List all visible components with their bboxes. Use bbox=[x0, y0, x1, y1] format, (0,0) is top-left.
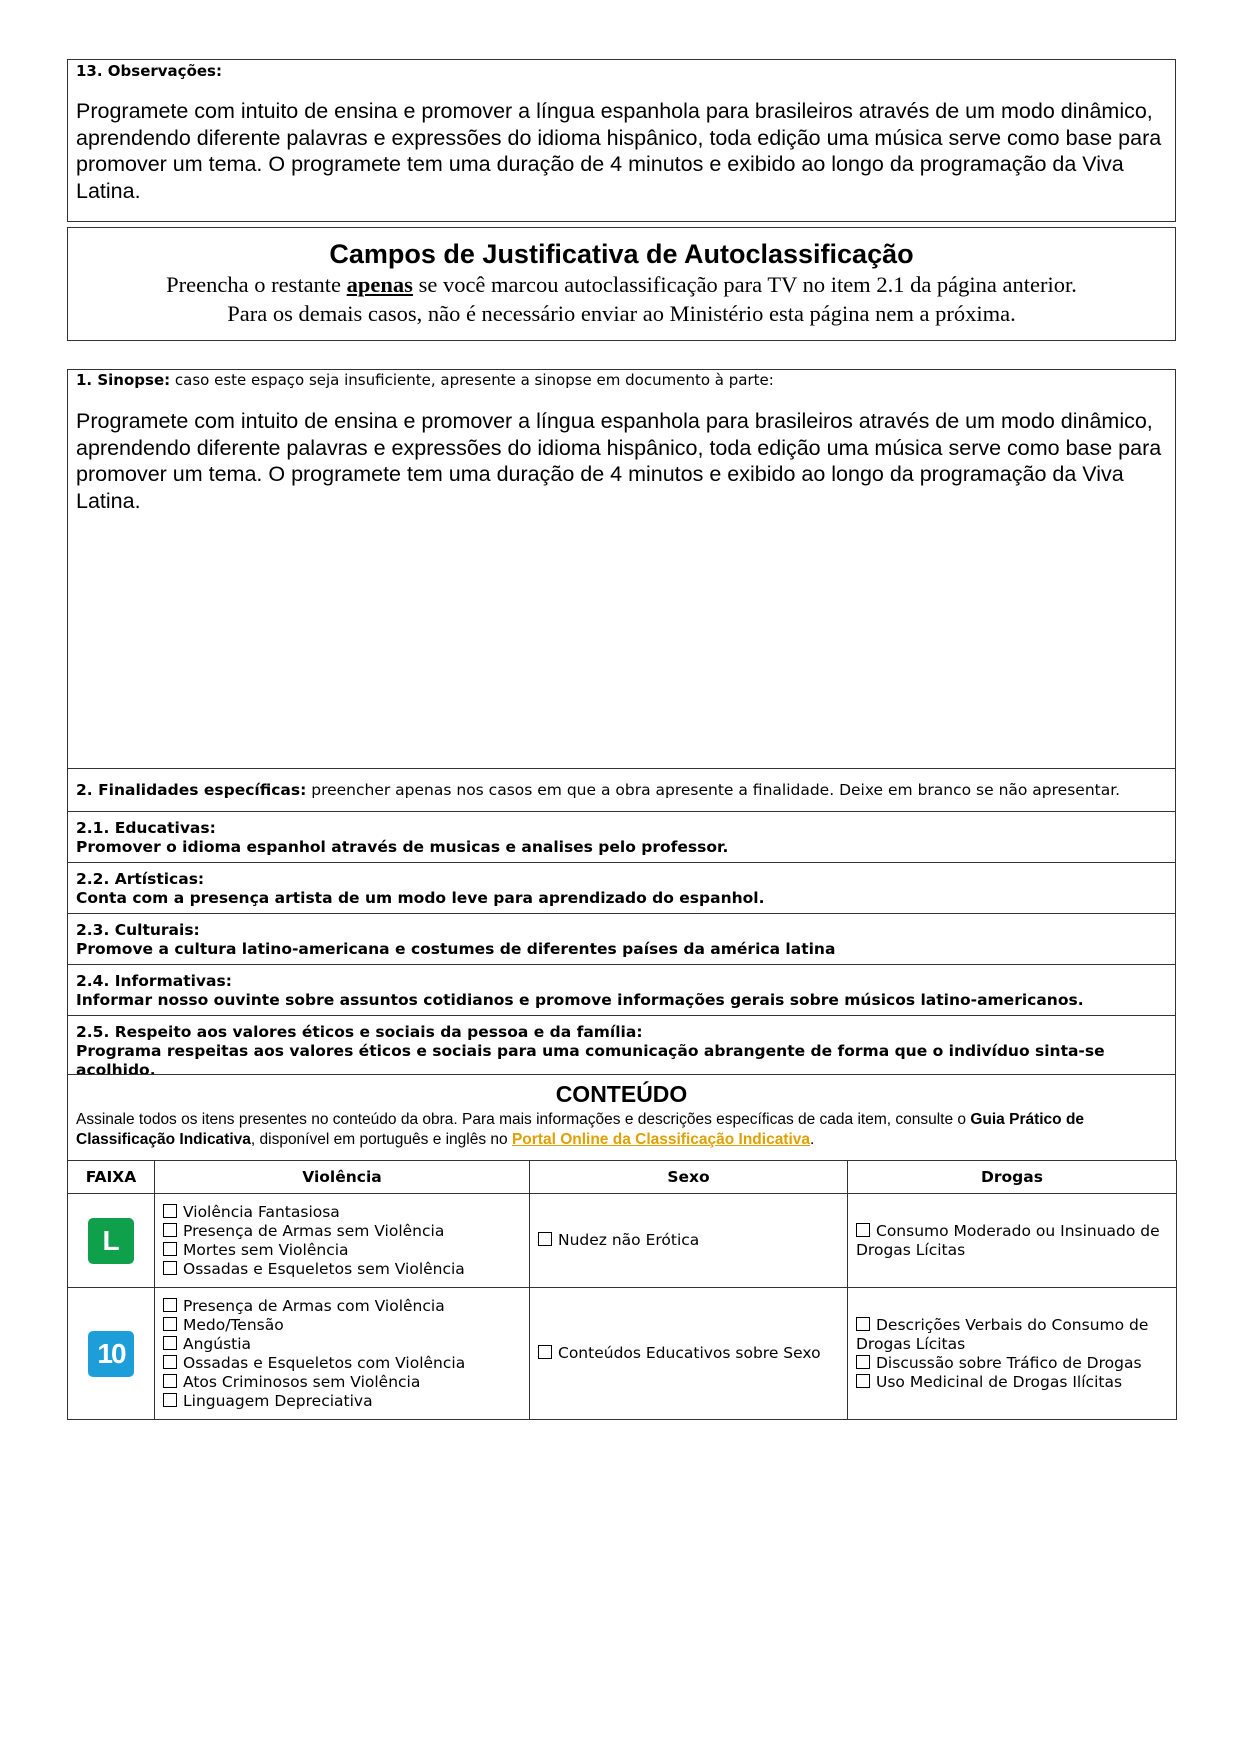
checkbox-label: Presença de Armas sem Violência bbox=[183, 1221, 445, 1240]
finalidade-value[interactable]: Informar nosso ouvinte sobre assuntos cotidianos e promove informações gerais sobre músicos latino-americanos. bbox=[76, 991, 1084, 1009]
checkbox-icon[interactable] bbox=[538, 1345, 552, 1359]
justificativa-box bbox=[67, 227, 1176, 341]
checkbox-label: Presença de Armas com Violência bbox=[183, 1296, 445, 1315]
finalidade-respeito[interactable] bbox=[67, 1015, 1176, 1079]
header-faixa: FAIXA bbox=[68, 1161, 155, 1194]
checkbox-item[interactable] bbox=[163, 1373, 521, 1392]
header-sexo: Sexo bbox=[530, 1161, 848, 1194]
header-drogas: Drogas bbox=[848, 1161, 1177, 1194]
checkbox-label: Atos Criminosos sem Violência bbox=[183, 1372, 421, 1391]
conteudo-text-end: . bbox=[810, 1131, 815, 1148]
checkbox-item[interactable] bbox=[856, 1373, 1168, 1392]
finalidade-value[interactable]: Programa respeitas aos valores éticos e sociais para uma comunicação abrangente de forma que o indivíduo sinta-se acolhido. bbox=[76, 1042, 1105, 1079]
sinopse-text[interactable]: Programete com intuito de ensina e promover a língua espanhola para brasileiros através de um modo dinâmico, aprendendo diferente palavras e expressões do idioma hispânico, toda edição uma música serve como base para promover um tema. O programete tem uma duração de 4 minutos e exibido ao longo da programação da Viva Latina. bbox=[76, 409, 1162, 513]
checkbox-label: Linguagem Depreciativa bbox=[183, 1391, 373, 1410]
checkbox-icon[interactable] bbox=[163, 1374, 177, 1388]
sexo-cell bbox=[530, 1288, 848, 1420]
conteudo-box bbox=[67, 1074, 1176, 1161]
checkbox-icon[interactable] bbox=[163, 1261, 177, 1275]
finalidade-informativas[interactable] bbox=[67, 964, 1176, 1016]
checkbox-label: Uso Medicinal de Drogas Ilícitas bbox=[876, 1372, 1123, 1391]
checkbox-label: Ossadas e Esqueletos com Violência bbox=[183, 1353, 466, 1372]
checkbox-icon[interactable] bbox=[163, 1393, 177, 1407]
sinopse-box[interactable] bbox=[67, 369, 1176, 769]
checkbox-icon[interactable] bbox=[856, 1223, 870, 1237]
finalidade-culturais[interactable] bbox=[67, 913, 1176, 965]
conteudo-title: CONTEÚDO bbox=[555, 1081, 688, 1107]
finalidade-artisticas[interactable] bbox=[67, 862, 1176, 914]
grid-header-row bbox=[68, 1161, 1177, 1194]
finalidades-label: 2. Finalidades específicas: bbox=[76, 781, 307, 799]
finalidades-header bbox=[67, 768, 1176, 812]
checkbox-item[interactable] bbox=[163, 1392, 521, 1411]
checkbox-label: Ossadas e Esqueletos sem Violência bbox=[183, 1259, 465, 1278]
guia-pratico-text: Guia Prático de Classificação Indicativa bbox=[76, 1111, 1085, 1148]
finalidade-value[interactable]: Conta com a presença artista de um modo leve para aprendizado do espanhol. bbox=[76, 889, 765, 907]
header-violencia: Violência bbox=[155, 1161, 530, 1194]
sinopse-label bbox=[76, 371, 1167, 408]
checkbox-label: Angústia bbox=[183, 1334, 252, 1353]
checkbox-label: Mortes sem Violência bbox=[183, 1240, 349, 1259]
checkbox-icon[interactable] bbox=[163, 1242, 177, 1256]
drogas-cell bbox=[848, 1288, 1177, 1420]
justificativa-line1-pre: Preencha o restante bbox=[166, 272, 347, 297]
checkbox-icon[interactable] bbox=[163, 1298, 177, 1312]
finalidade-title: 2.2. Artísticas: bbox=[76, 870, 205, 888]
checkbox-icon[interactable] bbox=[856, 1355, 870, 1369]
faixa-cell bbox=[68, 1194, 155, 1288]
checkbox-item[interactable] bbox=[856, 1316, 1168, 1354]
sexo-cell bbox=[530, 1194, 848, 1288]
rating-l-icon: L bbox=[88, 1218, 134, 1264]
checkbox-label: Consumo Moderado ou Insinuado de Drogas Lícitas bbox=[856, 1221, 1160, 1259]
sinopse-hint: caso este espaço seja insuficiente, apresente a sinopse em documento à parte: bbox=[170, 371, 774, 389]
checkbox-item[interactable] bbox=[163, 1297, 521, 1316]
checkbox-item[interactable] bbox=[163, 1222, 521, 1241]
violencia-cell bbox=[155, 1288, 530, 1420]
checkbox-icon[interactable] bbox=[856, 1374, 870, 1388]
checkbox-label: Descrições Verbais do Consumo de Drogas Lícitas bbox=[856, 1315, 1149, 1353]
conteudo-text-pre: Assinale todos os itens presentes no conteúdo da obra. Para mais informações e descrições específicas de cada item, consulte o bbox=[76, 1111, 971, 1128]
checkbox-icon[interactable] bbox=[163, 1317, 177, 1331]
justificativa-line1-bold: apenas bbox=[346, 272, 413, 297]
checkbox-label: Violência Fantasiosa bbox=[183, 1202, 340, 1221]
justificativa-line2: Para os demais casos, não é necessário enviar ao Ministério esta página nem a próxima. bbox=[227, 301, 1016, 326]
checkbox-icon[interactable] bbox=[163, 1204, 177, 1218]
checkbox-label: Nudez não Erótica bbox=[558, 1231, 700, 1249]
justificativa-line1-post: se você marcou autoclassificação para TV no item 2.1 da página anterior. bbox=[412, 272, 1077, 297]
checkbox-label: Conteúdos Educativos sobre Sexo bbox=[558, 1344, 821, 1362]
checkbox-item[interactable] bbox=[856, 1354, 1168, 1373]
observacoes-label: 13. Observações: bbox=[76, 62, 222, 80]
drogas-cell bbox=[848, 1194, 1177, 1288]
checkbox-item[interactable] bbox=[163, 1316, 521, 1335]
finalidade-title: 2.1. Educativas: bbox=[76, 819, 216, 837]
finalidade-title: 2.5. Respeito aos valores éticos e sociais da pessoa e da família: bbox=[76, 1023, 643, 1041]
checkbox-item[interactable] bbox=[163, 1260, 521, 1279]
violencia-cell bbox=[155, 1194, 530, 1288]
checkbox-icon[interactable] bbox=[163, 1336, 177, 1350]
conteudo-instructions bbox=[76, 1110, 1167, 1150]
checkbox-item[interactable] bbox=[856, 1222, 1168, 1260]
finalidade-value[interactable]: Promove a cultura latino-americana e costumes de diferentes países da américa latina bbox=[76, 940, 836, 958]
checkbox-icon[interactable] bbox=[163, 1223, 177, 1237]
checkbox-item[interactable] bbox=[538, 1344, 839, 1363]
justificativa-line1 bbox=[68, 270, 1175, 299]
finalidade-title: 2.4. Informativas: bbox=[76, 972, 232, 990]
checkbox-label: Medo/Tensão bbox=[183, 1315, 284, 1334]
portal-online-link[interactable]: Portal Online da Classificação Indicativa bbox=[511, 1131, 811, 1148]
checkbox-label: Discussão sobre Tráfico de Drogas bbox=[876, 1353, 1142, 1372]
checkbox-icon[interactable] bbox=[538, 1232, 552, 1246]
observacoes-box bbox=[67, 59, 1176, 222]
checkbox-item[interactable] bbox=[163, 1203, 521, 1222]
faixa-row-10 bbox=[68, 1288, 1177, 1420]
finalidade-educativas[interactable] bbox=[67, 811, 1176, 863]
finalidade-value[interactable]: Promover o idioma espanhol através de musicas e analises pelo professor. bbox=[76, 838, 729, 856]
conteudo-text-mid: , disponível em português e inglês no bbox=[250, 1131, 512, 1148]
finalidade-title: 2.3. Culturais: bbox=[76, 921, 200, 939]
rating-10-icon: 10 bbox=[88, 1331, 134, 1377]
checkbox-item[interactable] bbox=[163, 1354, 521, 1373]
observacoes-text: Programete com intuito de ensina e promover a língua espanhola para brasileiros através de um modo dinâmico, aprendendo diferente palavras e expressões do idioma hispânico, toda edição uma música serve como base para promover um tema. O programete tem uma duração de 4 minutos e exibido ao longo da programação da Viva Latina. bbox=[76, 99, 1162, 203]
checkbox-icon[interactable] bbox=[163, 1355, 177, 1369]
faixa-cell bbox=[68, 1288, 155, 1420]
faixa-row-l bbox=[68, 1194, 1177, 1288]
checkbox-item[interactable] bbox=[538, 1231, 839, 1250]
finalidades-hint: preencher apenas nos casos em que a obra apresente a finalidade. Deixe em branco se não apresentar. bbox=[306, 781, 1121, 799]
checkbox-item[interactable] bbox=[163, 1241, 521, 1260]
checkbox-icon[interactable] bbox=[856, 1317, 870, 1331]
justificativa-title: Campos de Justificativa de Autoclassificação bbox=[329, 239, 914, 269]
checkbox-item[interactable] bbox=[163, 1335, 521, 1354]
sinopse-label-title: 1. Sinopse: bbox=[76, 371, 171, 389]
classificacao-grid bbox=[67, 1160, 1177, 1420]
